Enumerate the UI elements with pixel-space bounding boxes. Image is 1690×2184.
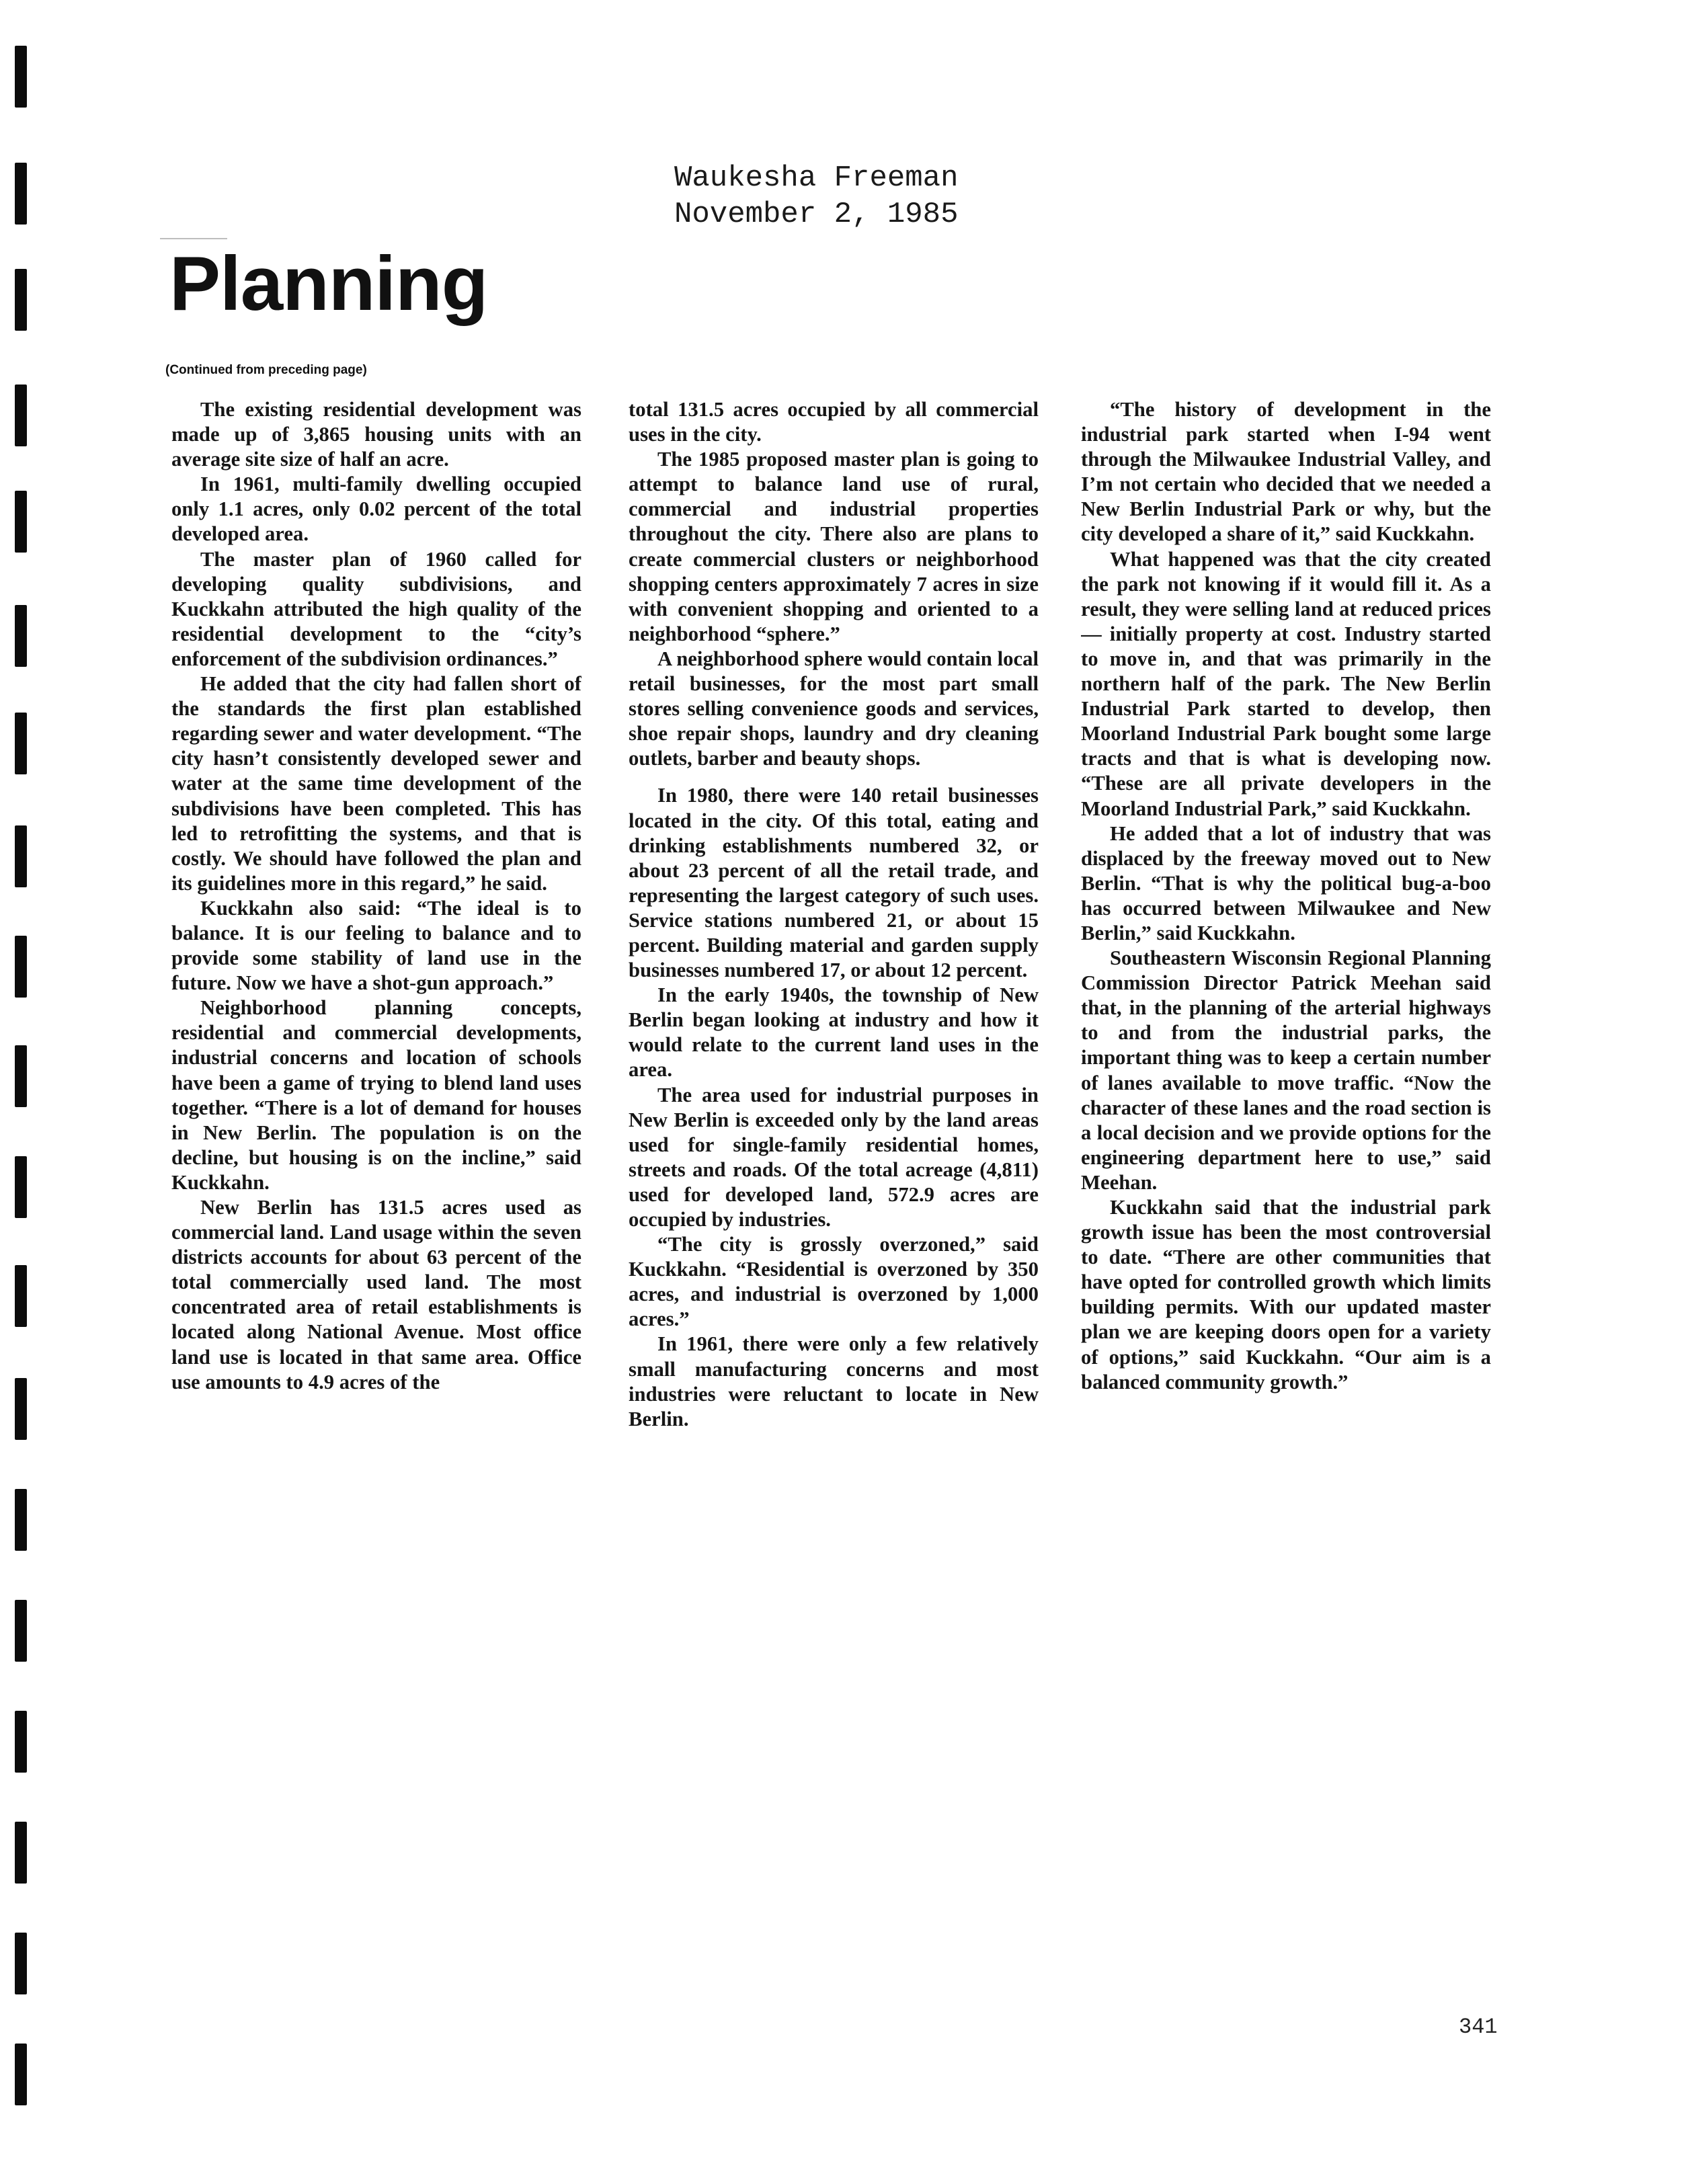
punch-mark bbox=[15, 936, 27, 998]
punch-mark bbox=[15, 1600, 27, 1662]
paragraph: Neighborhood planning concepts, residential and commercial developments, industrial concerns and location of schools have been a game of trying to blend land uses together. “There is a lot of demand for houses in New Berlin. The population is on the decline, but housing is on the incline,” said Kuckkahn. bbox=[171, 996, 581, 1194]
punch-mark bbox=[15, 713, 27, 774]
article-column-3 bbox=[1081, 397, 1491, 1705]
paragraph: New Berlin has 131.5 acres used as commercial land. Land usage within the seven districts accounts for about 63 percent of the total commercially used land. The most concentrated area of retail establishments is located along National Avenue. Most office land use is located in that same area. Office use amounts to 4.9 acres of the bbox=[171, 1196, 581, 1393]
paragraph: He added that the city had fallen short of the standards the first plan established regarding sewer and water development. “The city hasn’t consistently developed sewer and water at the same time development of the subdivisions have been completed. This has led to retrofitting the systems, and that is costly. We should have followed the plan and its guidelines more in this regard,” he said. bbox=[171, 672, 581, 895]
punch-mark bbox=[15, 1045, 27, 1107]
paragraph: “The history of development in the industrial park started when I-94 went through the Milwaukee Industrial Valley, and I’m not certain who decided that we needed a New Berlin Industrial Park or why, but the city developed a share of it,” said Kuckkahn. bbox=[1081, 398, 1491, 546]
article-column-1 bbox=[171, 397, 581, 1705]
punch-mark bbox=[15, 605, 27, 667]
paragraph: Southeastern Wisconsin Regional Planning Commission Director Patrick Meehan said that, in the planning of the arterial highways to and from the industrial parks, the important thing was to keep a certain number of lanes available to move traffic. “Now the character of these lanes and the road section is a local decision and we provide options for the engineering department here to use,” said Meehan. bbox=[1081, 946, 1491, 1194]
paragraph: The 1985 proposed master plan is going to attempt to balance land use of rural, commercial and industrial properties throughout the city. There also are plans to create commercial clusters or neighborhood shopping centers approximately 7 acres in size with convenient shopping and oriented to a neighborhood “sphere.” bbox=[629, 448, 1039, 645]
punch-mark bbox=[15, 1265, 27, 1327]
paragraph: What happened was that the city created the park not knowing if it would fill it. As a result, they were selling land at reduced prices — initially property at cost. Industry started to move in, and that was primarily in the northern half of the park. The New Berlin Industrial Park started to develop, then Moorland Industrial Park bought some large tracts and that is what is developing now. “These are all private developers in the Moorland Industrial Park,” said Kuckkahn. bbox=[1081, 547, 1491, 820]
paragraph: “The city is grossly overzoned,” said Kuckkahn. “Residential is overzoned by 350 acres, and industrial is overzoned by 1,000 acres.” bbox=[629, 1233, 1039, 1331]
headline: Planning bbox=[169, 241, 488, 327]
paragraph: He added that a lot of industry that was displaced by the freeway moved out to New Berlin. “That is why the political bug-a-boo has occurred between Milwaukee and New Berlin,” said Kuckkahn. bbox=[1081, 821, 1491, 944]
paragraph: A neighborhood sphere would contain local retail businesses, for the most part small stores selling convenience goods and services, shoe repair shops, laundry and dry cleaning outlets, barber and beauty shops. bbox=[629, 647, 1039, 770]
paragraph: In 1980, there were 140 retail businesses located in the city. Of this total, eating and drinking establishments numbered 32, or about 23 percent of all the retail trade, and representing the largest category of such uses. Service stations numbered 21, or about 15 percent. Building material and garden supply businesses numbered 17, or about 12 percent. bbox=[629, 784, 1039, 982]
punch-mark bbox=[15, 385, 27, 446]
article-column-2 bbox=[629, 397, 1039, 1705]
publication-name: Waukesha Freeman bbox=[674, 161, 959, 195]
punch-mark bbox=[15, 1933, 27, 1994]
paragraph: The area used for industrial purposes in New Berlin is exceeded only by the land areas used for single-family residential homes, streets and roads. Of the total acreage (4,811) used for developed land, 572.9 acres are occupied by industries. bbox=[629, 1083, 1039, 1231]
paragraph: In 1961, multi-family dwelling occupied only 1.1 acres, only 0.02 percent of the total developed area. bbox=[171, 473, 581, 546]
paragraph: The master plan of 1960 called for developing quality subdivisions, and Kuckkahn attributed the high quality of the residential development to the “city’s enforcement of the subdivision ordinances.” bbox=[171, 547, 581, 670]
paragraph: Kuckkahn said that the industrial park growth issue has been the most controversial to date. “There are other communities that have opted for controlled growth which limits building permits. With our updated master plan we are keeping doors open for a variety of options,” said Kuckkahn. “Our aim is a balanced community growth.” bbox=[1081, 1196, 1491, 1393]
divider bbox=[160, 238, 227, 239]
punch-mark bbox=[15, 491, 27, 553]
publication-date: November 2, 1985 bbox=[674, 198, 959, 231]
punch-mark bbox=[15, 1489, 27, 1551]
punch-mark bbox=[15, 46, 27, 108]
punch-mark bbox=[15, 163, 27, 225]
punch-mark bbox=[15, 825, 27, 887]
punch-mark bbox=[15, 1378, 27, 1440]
punch-mark bbox=[15, 1156, 27, 1218]
masthead bbox=[674, 160, 1051, 233]
paragraph: Kuckkahn also said: “The ideal is to balance. It is our feeling to balance and to provide some stability of land use in the future. Now we have a shot-gun approach.” bbox=[171, 896, 581, 995]
punch-mark bbox=[15, 269, 27, 331]
paragraph: total 131.5 acres occupied by all commercial uses in the city. bbox=[629, 398, 1039, 446]
page-number: 341 bbox=[1459, 2015, 1498, 2039]
jump-line: (Continued from preceding page) bbox=[165, 363, 367, 377]
paragraph: In the early 1940s, the township of New Berlin began looking at industry and how it would relate to the current land uses in the area. bbox=[629, 983, 1039, 1082]
punch-mark bbox=[15, 1822, 27, 1884]
paragraph: The existing residential development was made up of 3,865 housing units with an average site size of half an acre. bbox=[171, 398, 581, 471]
punch-mark bbox=[15, 2044, 27, 2105]
punch-mark bbox=[15, 1711, 27, 1773]
paragraph: In 1961, there were only a few relatively small manufacturing concerns and most industries were reluctant to locate in New Berlin. bbox=[629, 1332, 1039, 1430]
